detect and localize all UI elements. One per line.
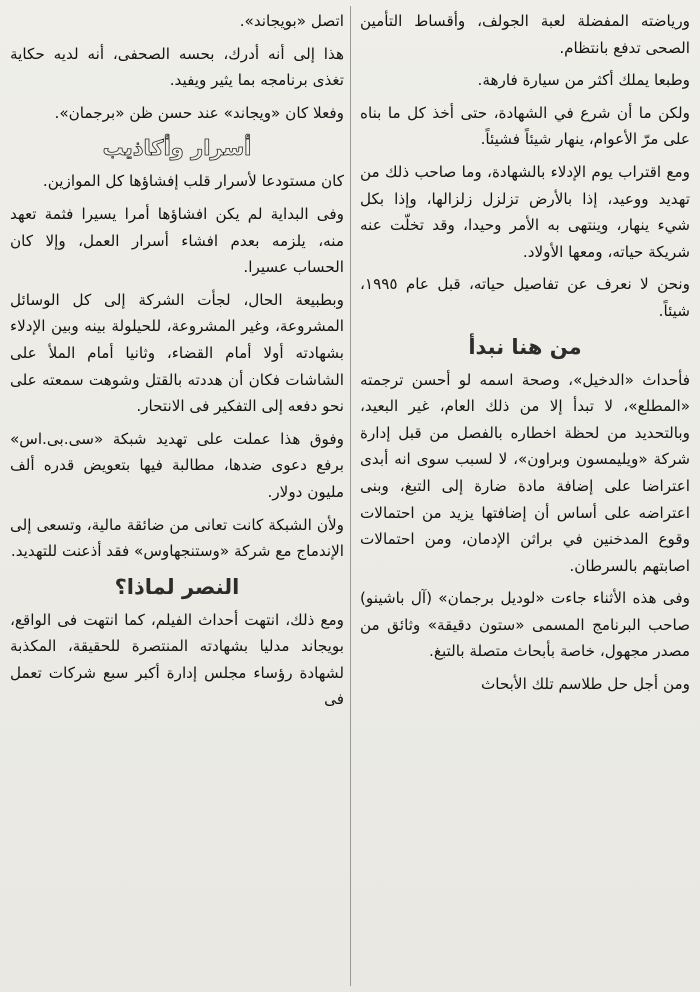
paragraph: وبطبيعة الحال، لجأت الشركة إلى كل الوسائل المشروعة، وغير المشروعة، للحيلولة بينه وبين الإدلاء بشهادته أولا أمام القضاء، وثانيا أمام الملأ على الشاشات فكان أن هددته بالقتل وشوهت سمعته على نحو دفعه إلى التفكير فى الانتحار. — [10, 290, 344, 416]
paragraph: وطبعا يملك أكثر من سيارة فارهة. — [477, 71, 690, 90]
paragraph: ومن أجل حل طلاسم تلك الأبحاث — [480, 675, 690, 694]
section-heading: من هنا نبدأ — [468, 334, 582, 359]
paragraph: كان مستودعا لأسرار قلب إفشاؤها كل الموازين. — [42, 172, 344, 191]
paragraph: ولأن الشبكة كانت تعانى من ضائقة مالية، وتسعى إلى الإندماج مع شركة «وستنجهاوس» فقد أذعنت للتهديد. — [10, 515, 344, 561]
paragraph: وفعلا كان «ويجاند» عند حسن ظن «برجمان». — [54, 103, 344, 122]
paragraph: اتصل «بويجاند». — [239, 12, 344, 30]
column-divider — [350, 6, 351, 986]
paragraph: ورياضته المفضلة لعبة الجولف، وأقساط التأمين الصحى تدفع بانتظام. — [360, 12, 690, 57]
right-column — [360, 8, 690, 992]
section-heading: أسرار وأكاذيب — [102, 136, 252, 161]
paragraph: فأحداث «الدخيل»، وصحة اسمه لو أحسن ترجمته «المطلع»، لا تبدأ إلا من ذلك العام، غير البعيد، وبالتحديد من لحظة اخطاره بالفصل من قبل إدارة شركة «ويليمسون وبراون»، لا لسبب سوى انه أبدى اعتراضا على إضافة مادة ضارة إلى التبغ، وبنى اعتراضه على أساس أن إضافتها يزيد من احتمالات وقوع المدخنين في براثن الإدمان، ومن احتمالات اصابتهم بالسرطان. — [360, 370, 690, 575]
paragraph: وفى البداية لم يكن افشاؤها أمرا يسيرا فثمة تعهد منه، يلزمه بعدم افشاء أسرار العمل، وإلا كان الحساب عسيرا. — [10, 204, 344, 277]
paragraph: ومع اقتراب يوم الإدلاء بالشهادة، وما صاحب ذلك من تهديد ووعيد، إذا بالأرض تزلزل زلزالها، وإذا بكل شيء ينهار، وينتهى به الأمر وحيدا، وقد تخلّت عنه شريكة حياته، ومعها الأولاد. — [360, 162, 690, 261]
left-column — [10, 8, 344, 992]
paragraph: ولكن ما أن شرع في الشهادة، حتى أخذ كل ما بناه على مرّ الأعوام، ينهار شيئاً فشيئاً. — [360, 103, 690, 149]
paragraph: هذا إلى أنه أدرك، بحسه الصحفى، أنه لديه حكاية تغذى برنامجه بما يثير ويفيد. — [10, 44, 344, 90]
paragraph: وفى هذه الأثناء جاءت «لوديل برجمان» (آل باشينو) صاحب البرنامج المسمى «ستون دقيقة» وثائق من مصدر مجهول، خاصة بأبحاث متصلة بالتبغ. — [360, 589, 690, 661]
section-heading: النصر لماذا؟ — [114, 574, 240, 599]
paragraph: وفوق هذا عملت على تهديد شبكة «سى.بى.اس» برفع دعوى ضدها، مطالبة فيها بتعويض قدره ألف مليون دولار. — [10, 429, 344, 501]
paragraph: ومع ذلك، انتهت أحداث الفيلم، كما انتهت فى الواقع، بويجاند مدليا بشهادته المنتصرة للحقيقة، المكذبة لشهادة رؤساء مجلس إدارة أكبر سبع شركات تعمل فى — [10, 610, 344, 709]
paragraph: ونحن لا نعرف عن تفاصيل حياته، قبل عام ١٩٩٥، شيئاً. — [360, 275, 690, 320]
